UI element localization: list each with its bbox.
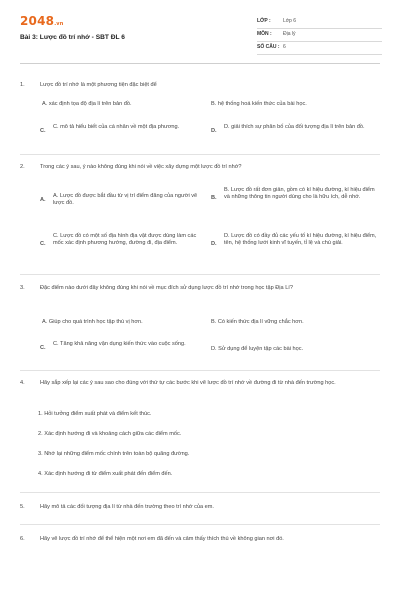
question-text: Đặc điểm nào dưới đây không đúng khi nói về mục đích sử dụng lược đồ trí nhớ trong học tập Địa Lí? bbox=[40, 285, 293, 291]
option-text: D. giải thích sự phân bố của đối tượng địa lí trên bản đồ. bbox=[224, 124, 365, 130]
meta-row-class bbox=[257, 16, 382, 29]
list-item: 1. Hỏi tưởng điểm xuất phát và điểm kết thúc. bbox=[38, 411, 152, 417]
option-letter: C. bbox=[40, 241, 46, 247]
option-text: D. Lược đồ có đầy đủ các yếu tố kí hiệu đường, kí hiệu điểm, tên, hệ thống lưới kinh vĩ tuyến, tỉ lệ và chú giải. bbox=[224, 233, 377, 247]
question-divider bbox=[20, 274, 380, 275]
list-item: 3. Nhớ lại những điểm mốc chính trên toàn bộ quãng đường. bbox=[38, 451, 190, 457]
option-a[interactable] bbox=[40, 193, 205, 209]
meta-label: MÔN : bbox=[257, 31, 272, 37]
meta-label: LỚP : bbox=[257, 18, 271, 24]
question-number: 3. bbox=[20, 285, 25, 291]
option-text: C. mô tả hiểu biết của cá nhân về một địa phương. bbox=[53, 124, 180, 130]
meta-row-subject bbox=[257, 29, 382, 42]
question-divider bbox=[20, 154, 380, 155]
meta-value: Địa lý bbox=[283, 31, 296, 37]
option-text: C. Tăng khả năng vận dụng kiến thức vào cuộc sống. bbox=[53, 341, 186, 347]
option-text: C. Lược đồ có một số địa hình địa vật được dùng làm các mốc xác định phương hướng, đường đi, địa điểm. bbox=[53, 233, 197, 247]
option-letter: C. bbox=[40, 128, 46, 134]
question-number: 2. bbox=[20, 164, 25, 170]
question-text: Lược đồ trí nhớ là một phương tiện đặc biệt để bbox=[40, 82, 157, 88]
meta-value: 6 bbox=[283, 44, 286, 50]
question-divider bbox=[20, 492, 380, 493]
option-text: D. Sử dụng để luyện tập các bài học. bbox=[211, 346, 304, 352]
list-item: 2. Xác định hướng đi và khoảng cách giữa các điểm mốc. bbox=[38, 431, 182, 437]
question-text: Trong các ý sau, ý nào không đúng khi nói về việc xây dựng một lược đồ trí nhớ? bbox=[40, 164, 242, 170]
meta-value: Lớp 6 bbox=[283, 18, 297, 24]
option-text: B. hệ thống hoá kiến thức của bài học. bbox=[211, 101, 307, 107]
option-text: A. xác định tọa độ địa lí trên bản đồ. bbox=[42, 101, 132, 107]
option-letter: C. bbox=[40, 345, 46, 351]
site-logo[interactable] bbox=[20, 14, 64, 28]
option-letter: B. bbox=[211, 195, 217, 201]
question-number: 4. bbox=[20, 380, 25, 386]
question-divider bbox=[20, 370, 380, 371]
question-number: 1. bbox=[20, 82, 25, 88]
header-divider bbox=[20, 63, 380, 64]
option-text: B. Có kiến thức địa lí vững chắc hơn. bbox=[211, 319, 304, 325]
option-text: A. Lược đồ được bắt đầu từ vị trí điểm đăng của người vẽ lược đồ. bbox=[53, 193, 198, 207]
option-d[interactable] bbox=[211, 233, 381, 257]
meta-info bbox=[257, 16, 382, 55]
document-title: Bài 3: Lược đồ trí nhớ - SBT ĐL 6 bbox=[20, 34, 125, 41]
question-number: 6. bbox=[20, 536, 25, 542]
option-letter: D. bbox=[211, 128, 217, 134]
page-header bbox=[0, 0, 400, 70]
question-number: 5. bbox=[20, 504, 25, 510]
option-letter: D. bbox=[211, 241, 217, 247]
option-c[interactable] bbox=[40, 233, 205, 257]
option-text: A. Giúp cho quá trình học tập thú vị hơn. bbox=[42, 319, 143, 325]
option-c[interactable] bbox=[40, 124, 205, 140]
option-letter: A. bbox=[40, 197, 46, 203]
option-b[interactable] bbox=[211, 187, 381, 211]
question-text: Hãy vẽ lược đồ trí nhớ để thể hiện một nơi em đã đến và cảm thấy thích thú về không gian nơi đó. bbox=[40, 536, 284, 542]
logo-suffix: .vn bbox=[54, 21, 64, 27]
option-c[interactable] bbox=[40, 341, 205, 357]
question-text: Hãy mô tả các đối tượng địa lí từ nhà đến trường theo trí nhớ của em. bbox=[40, 504, 214, 510]
list-item: 4. Xác định hướng đi từ điểm xuất phát đến điểm đến. bbox=[38, 471, 173, 477]
option-d[interactable] bbox=[211, 124, 381, 140]
option-text: B. Lược đồ rất đơn giản, gồm có kí hiệu đường, kí hiệu điểm và những thông tin người dùng cho là hữu ích, dễ nhớ. bbox=[224, 187, 375, 201]
question-text: Hãy sắp xếp lại các ý sau sao cho đúng với thứ tự các bước khi vẽ lược đồ trí nhớ về đường đi từ nhà đến trường học. bbox=[40, 380, 336, 386]
question-divider bbox=[20, 524, 380, 525]
meta-label: SỐ CÂU : bbox=[257, 44, 280, 50]
meta-row-count bbox=[257, 42, 382, 55]
logo-main: 2048 bbox=[20, 14, 55, 28]
